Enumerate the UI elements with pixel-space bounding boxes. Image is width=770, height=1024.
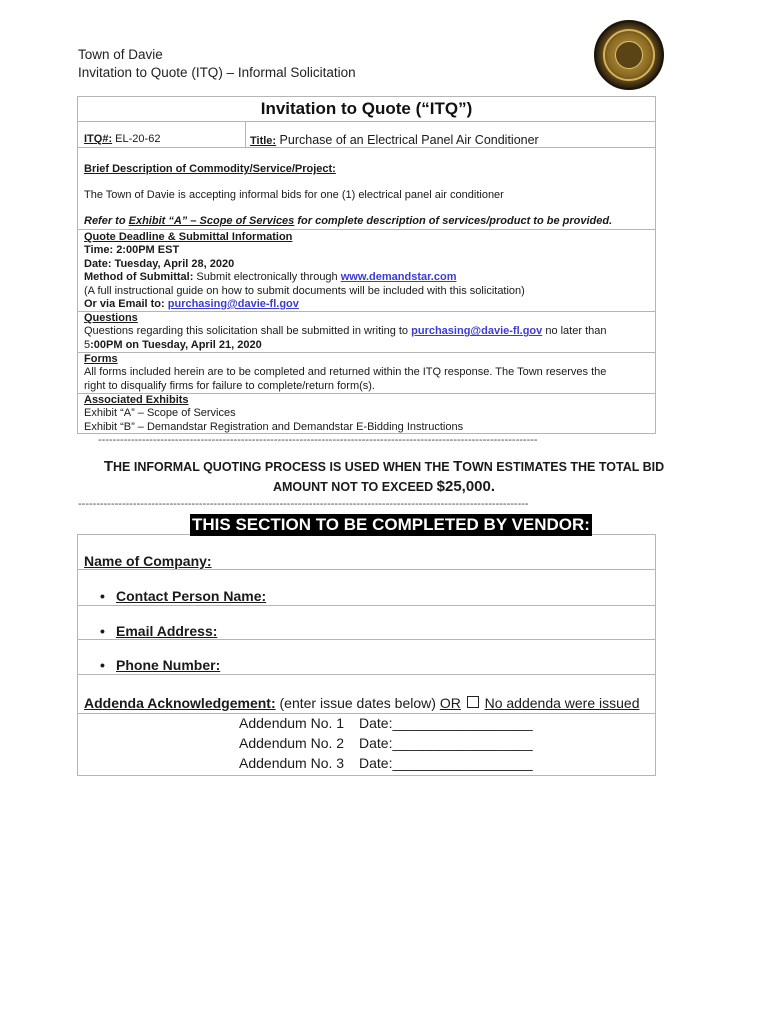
deadline-section: [84, 231, 525, 311]
email-submittal: Or via Email to: purchasing@davie-fl.gov: [84, 298, 299, 311]
forms-section: [84, 353, 606, 393]
company-name-field[interactable]: Name of Company:: [84, 553, 212, 569]
forms-heading: Forms: [84, 353, 118, 365]
questions-text: Questions regarding this solicitation shall be submitted in writing to purchasing@davie-fl.gov no later than: [84, 325, 607, 338]
bullet-icon: •: [100, 623, 105, 639]
no-addenda-label: No addenda were issued: [484, 695, 640, 711]
itq-title-label: Title:: [250, 135, 277, 147]
itq-number-row: [78, 121, 655, 148]
addendum-row-1: Addendum No. 1 Date:__________________: [239, 715, 533, 731]
questions-heading: Questions: [84, 312, 138, 324]
exhibits-heading: Associated Exhibits: [84, 394, 189, 406]
itq-title-value: Purchase of an Electrical Panel Air Conditioner: [276, 133, 539, 147]
exhibits-section: [84, 394, 463, 434]
contact-person-field[interactable]: Contact Person Name:: [116, 588, 267, 604]
dashed-separator-1: ------------------------------------------------------------------------------------------------------------------------: [98, 434, 538, 446]
document-header: [78, 46, 356, 82]
addendum-2-date-field[interactable]: Date:__________________: [359, 735, 533, 751]
no-addenda-checkbox[interactable]: [467, 696, 479, 708]
itq-number-label: ITQ#:: [84, 133, 113, 145]
instructional-guide-note: (A full instructional guide on how to submit documents will be included with this solicitation): [84, 284, 525, 297]
forms-text-2: right to disqualify firms for failure to complete/return form(s).: [84, 379, 375, 392]
questions-email-link[interactable]: purchasing@davie-fl.gov: [411, 325, 543, 338]
addendum-row-2: Addendum No. 2 Date:__________________: [239, 735, 533, 751]
refer-exhibit-note: Refer to Exhibit “A” – Scope of Services for complete description of services/product to be provided.: [84, 215, 613, 227]
addendum-1-date-field[interactable]: Date:__________________: [359, 715, 533, 731]
dashed-separator-2: ---------------------------------------------------------------------------------------------------------------------------: [78, 498, 529, 510]
description-text: The Town of Davie is accepting informal bids for one (1) electrical panel air conditioner: [84, 189, 504, 201]
itq-title: Invitation to Quote (“ITQ”): [78, 97, 655, 122]
addendum-3-date-field[interactable]: Date:__________________: [359, 755, 533, 771]
document-type: Invitation to Quote (ITQ) – Informal Solicitation: [78, 65, 356, 80]
phone-number-field[interactable]: Phone Number:: [116, 657, 221, 673]
vendor-section-box: [77, 534, 656, 776]
forms-text-1: All forms included herein are to be completed and returned within the ITQ response. The Town reserves the: [84, 366, 607, 379]
deadline-date: Date: Tuesday, April 28, 2020: [84, 257, 235, 270]
description-heading: Brief Description of Commodity/Service/Project:: [84, 163, 336, 175]
informal-process-notice: THE INFORMAL QUOTING PROCESS IS USED WHEN THE TOWN ESTIMATES THE TOTAL BID AMOUNT NOT TO EXCEED $25,000.: [103, 458, 665, 495]
town-name: Town of Davie: [78, 47, 163, 62]
deadline-time: Time: 2:00PM EST: [84, 244, 180, 257]
addendum-row-3: Addendum No. 3 Date:__________________: [239, 755, 533, 771]
exhibit-a: Exhibit “A” – Scope of Services: [84, 407, 236, 420]
email-address-field[interactable]: Email Address:: [116, 623, 218, 639]
itq-info-box: [77, 96, 656, 434]
deadline-heading: Quote Deadline & Submittal Information: [84, 231, 293, 243]
demandstar-link[interactable]: www.demandstar.com: [340, 271, 457, 284]
town-seal-icon: [594, 20, 664, 90]
bullet-icon: •: [100, 588, 105, 604]
exhibit-a-reference: Exhibit “A” – Scope of Services: [128, 215, 295, 227]
bid-limit-amount: $25,000.: [436, 478, 496, 495]
itq-number-value: EL-20-62: [112, 133, 161, 145]
submittal-method: Method of Submittal: Submit electronically through www.demandstar.com: [84, 271, 457, 284]
questions-section: [84, 312, 606, 352]
bullet-icon: •: [100, 657, 105, 673]
questions-deadline: 5:00PM on Tuesday, April 21, 2020: [84, 338, 262, 351]
vendor-section-banner: THIS SECTION TO BE COMPLETED BY VENDOR:: [192, 515, 590, 534]
addenda-acknowledgement: Addenda Acknowledgement: (enter issue dates below) OR No addenda were issued: [84, 695, 640, 711]
exhibit-b: Exhibit “B” – Demandstar Registration and Demandstar E-Bidding Instructions: [84, 420, 464, 433]
purchasing-email-link[interactable]: purchasing@davie-fl.gov: [167, 298, 299, 311]
